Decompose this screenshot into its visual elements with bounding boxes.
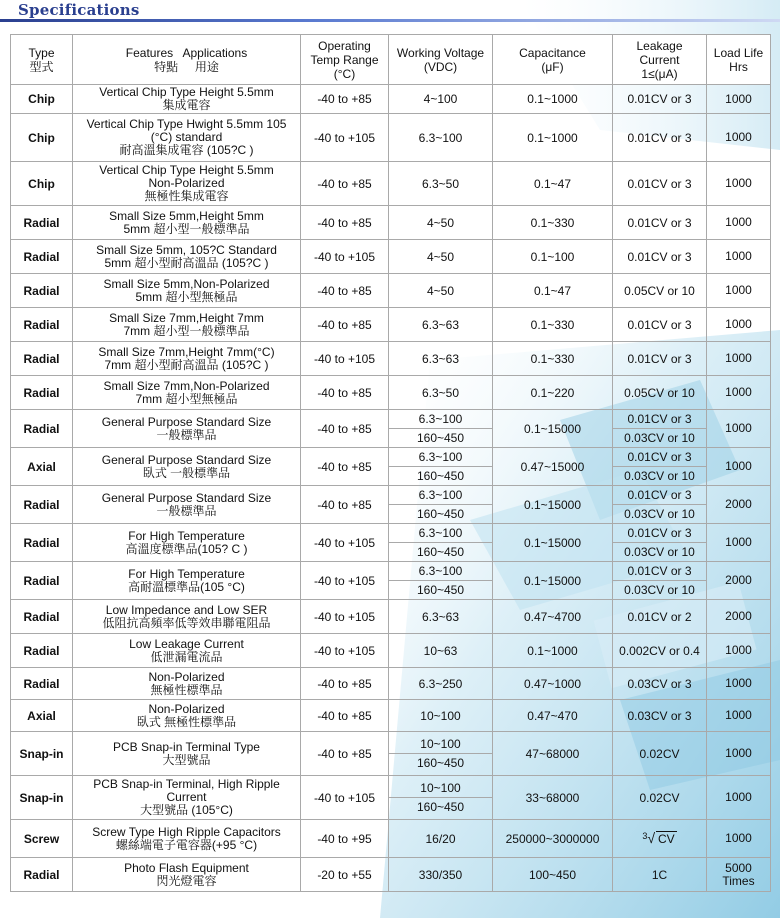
- type-cell: Radial: [11, 486, 73, 524]
- capacitance-cell: 33~68000: [493, 776, 613, 820]
- voltage-value: 10~100: [389, 735, 492, 754]
- capacitance-cell: 0.1~15000: [493, 524, 613, 562]
- load-life-cell: 1000: [707, 85, 771, 114]
- type-cell: Radial: [11, 562, 73, 600]
- feature-line: Small Size 5mm, 105?C Standard: [96, 242, 277, 257]
- leakage-cell: [613, 486, 707, 524]
- voltage-cell: 4~50: [389, 240, 493, 274]
- feature-line: Small Size 7mm,Height 7mm: [109, 310, 264, 325]
- feature-line: General Purpose Standard Size: [101, 452, 272, 467]
- voltage-cell: 6.3~63: [389, 600, 493, 634]
- feature-line: Small Size 7mm,Height 7mm(°C): [98, 344, 275, 359]
- specifications-table: [10, 34, 771, 892]
- features-cell: [73, 820, 301, 858]
- table-row: [11, 162, 771, 206]
- load-life-cell: 1000: [707, 114, 771, 162]
- features-cell: [73, 486, 301, 524]
- voltage-cell: [389, 524, 493, 562]
- load-life-cell: 1000: [707, 732, 771, 776]
- feature-line: 無極性標準品: [150, 682, 223, 697]
- type-cell: Radial: [11, 376, 73, 410]
- temp-range-cell: -40 to +85: [301, 668, 389, 700]
- leakage-cell: 0.02CV: [613, 732, 707, 776]
- leakage-cell: 0.01CV or 3: [613, 206, 707, 240]
- type-cell: Chip: [11, 85, 73, 114]
- type-cell: Chip: [11, 114, 73, 162]
- table-row: [11, 776, 771, 820]
- table-row: [11, 85, 771, 114]
- header-load-life: Load Life Hrs: [707, 35, 771, 85]
- header-voltage: Working Voltage (VDC): [389, 35, 493, 85]
- feature-line: 5mm 超小型一般標準品: [123, 221, 250, 236]
- capacitance-cell: 0.1~330: [493, 342, 613, 376]
- load-life-cell: 1000: [707, 668, 771, 700]
- voltage-cell: 6.3~50: [389, 376, 493, 410]
- feature-line: Vertical Chip Type Height 5.5mm: [99, 85, 274, 99]
- table-row: [11, 820, 771, 858]
- table-row: [11, 600, 771, 634]
- features-cell: [73, 700, 301, 732]
- leakage-value: 0.03CV or 10: [624, 507, 695, 521]
- capacitance-cell: 0.1~15000: [493, 410, 613, 448]
- type-cell: Screw: [11, 820, 73, 858]
- load-life-cell: 1000: [707, 376, 771, 410]
- feature-line: (°C) standard: [150, 130, 223, 144]
- table-row: [11, 486, 771, 524]
- feature-line: Small Size 5mm,Height 5mm: [109, 208, 264, 223]
- leakage-value: 0.03CV or 10: [624, 431, 695, 445]
- voltage-cell: 6.3~63: [389, 342, 493, 376]
- leakage-cell: 0.03CV or 3: [613, 700, 707, 732]
- temp-range-cell: -40 to +85: [301, 308, 389, 342]
- voltage-value: 6.3~100: [389, 410, 492, 429]
- table-row: [11, 448, 771, 486]
- voltage-cell: [389, 448, 493, 486]
- type-cell: Axial: [11, 448, 73, 486]
- leakage-value: 0.03CV or 10: [624, 545, 695, 559]
- capacitance-cell: 0.1~220: [493, 376, 613, 410]
- leakage-value: 0.03CV or 10: [624, 469, 695, 483]
- radical-sign-icon: √: [647, 830, 656, 846]
- table-row: [11, 858, 771, 892]
- features-cell: [73, 240, 301, 274]
- type-cell: Axial: [11, 700, 73, 732]
- feature-line: For High Temperature: [128, 528, 245, 543]
- page-header: [0, 0, 780, 28]
- feature-line: Small Size 5mm,Non-Polarized: [103, 276, 270, 291]
- leakage-cell: 0.01CV or 3: [613, 240, 707, 274]
- temp-range-cell: -40 to +105: [301, 342, 389, 376]
- features-cell: [73, 448, 301, 486]
- voltage-cell: [389, 410, 493, 448]
- feature-line: 7mm 超小型耐高溫品 (105?C ): [104, 357, 269, 372]
- temp-range-cell: -40 to +105: [301, 524, 389, 562]
- table-row: [11, 114, 771, 162]
- voltage-cell: 4~50: [389, 206, 493, 240]
- load-life-cell: 1000: [707, 274, 771, 308]
- leakage-cell: [613, 820, 707, 858]
- feature-line: 低泄漏電流品: [150, 649, 223, 664]
- features-cell: [73, 342, 301, 376]
- voltage-value: 6.3~100: [389, 524, 492, 543]
- voltage-value: 160~450: [416, 800, 465, 814]
- capacitance-cell: 0.1~15000: [493, 562, 613, 600]
- leakage-value: 0.01CV or 3: [613, 486, 706, 505]
- feature-line: Non-Polarized: [148, 669, 225, 684]
- load-life-cell: 2000: [707, 600, 771, 634]
- feature-line: Current: [166, 790, 207, 804]
- capacitance-cell: 0.1~1000: [493, 634, 613, 668]
- voltage-value: 160~450: [416, 431, 465, 445]
- table-body: [11, 85, 771, 892]
- header-capacitance: Capacitance (μF): [493, 35, 613, 85]
- voltage-cell: 10~63: [389, 634, 493, 668]
- table-row: [11, 700, 771, 732]
- type-cell: Snap-in: [11, 776, 73, 820]
- features-cell: [73, 668, 301, 700]
- feature-line: 臥式 無極性標準品: [136, 714, 237, 729]
- header-type: Type 型式: [11, 35, 73, 85]
- voltage-cell: [389, 732, 493, 776]
- leakage-cell: 0.01CV or 3: [613, 85, 707, 114]
- leakage-cell: 0.01CV or 2: [613, 600, 707, 634]
- voltage-cell: 6.3~250: [389, 668, 493, 700]
- capacitance-cell: 0.47~1000: [493, 668, 613, 700]
- temp-range-cell: -40 to +105: [301, 776, 389, 820]
- table-row: [11, 668, 771, 700]
- feature-line: General Purpose Standard Size: [101, 490, 272, 505]
- capacitance-cell: 0.1~1000: [493, 85, 613, 114]
- capacitance-cell: 0.1~330: [493, 206, 613, 240]
- table-row: [11, 732, 771, 776]
- title-rule: [0, 19, 780, 22]
- capacitance-cell: 0.47~470: [493, 700, 613, 732]
- header-features: Features Applications 特點 用途: [73, 35, 301, 85]
- temp-range-cell: -20 to +55: [301, 858, 389, 892]
- type-cell: Radial: [11, 858, 73, 892]
- leakage-value: 0.03CV or 10: [624, 583, 695, 597]
- voltage-value: 160~450: [416, 756, 465, 770]
- load-life-cell: 2000: [707, 486, 771, 524]
- feature-line: 低阻抗高頻率低等效串聯電阻品: [102, 615, 271, 630]
- header-row: [11, 35, 771, 85]
- leakage-cell: [613, 524, 707, 562]
- temp-range-cell: -40 to +85: [301, 700, 389, 732]
- feature-line: General Purpose Standard Size: [101, 414, 272, 429]
- capacitance-cell: 0.1~15000: [493, 486, 613, 524]
- voltage-value: 160~450: [416, 507, 465, 521]
- temp-range-cell: -40 to +85: [301, 486, 389, 524]
- leakage-cell: [613, 562, 707, 600]
- load-life-cell: 1000: [707, 162, 771, 206]
- type-cell: Radial: [11, 634, 73, 668]
- feature-line: 閃光燈電容: [156, 873, 217, 888]
- type-cell: Radial: [11, 668, 73, 700]
- capacitance-cell: 0.1~1000: [493, 114, 613, 162]
- feature-line: 集成電容: [162, 98, 211, 112]
- leakage-value: 0.01CV or 3: [613, 448, 706, 467]
- voltage-cell: [389, 776, 493, 820]
- table-row: [11, 376, 771, 410]
- load-life-cell: 1000: [707, 820, 771, 858]
- feature-line: 高耐溫標準品(105 °C): [128, 579, 245, 594]
- temp-range-cell: -40 to +85: [301, 448, 389, 486]
- type-cell: Radial: [11, 308, 73, 342]
- load-life-cell: 1000: [707, 342, 771, 376]
- table-row: [11, 342, 771, 376]
- type-cell: Radial: [11, 240, 73, 274]
- leakage-cell: 0.01CV or 3: [613, 342, 707, 376]
- feature-line: 7mm 超小型無極品: [135, 391, 238, 406]
- leakage-cell: 0.01CV or 3: [613, 308, 707, 342]
- feature-line: 臥式 一般標準品: [142, 465, 231, 480]
- type-cell: Snap-in: [11, 732, 73, 776]
- load-life-cell: 1000: [707, 448, 771, 486]
- load-life-cell: 1000: [707, 308, 771, 342]
- features-cell: [73, 410, 301, 448]
- capacitance-cell: 100~450: [493, 858, 613, 892]
- table-row: [11, 410, 771, 448]
- voltage-value: 6.3~100: [389, 486, 492, 505]
- voltage-cell: 4~100: [389, 85, 493, 114]
- capacitance-cell: 0.47~15000: [493, 448, 613, 486]
- feature-line: Low Impedance and Low SER: [105, 602, 268, 617]
- feature-line: 7mm 超小型一般標準品: [123, 323, 250, 338]
- voltage-cell: 6.3~63: [389, 308, 493, 342]
- capacitance-cell: 250000~3000000: [493, 820, 613, 858]
- feature-line: PCB Snap-in Terminal, High Ripple: [93, 777, 280, 791]
- features-cell: [73, 162, 301, 206]
- voltage-value: 160~450: [416, 583, 465, 597]
- voltage-cell: [389, 486, 493, 524]
- feature-line: 高溫度標準品(105? C ): [125, 541, 248, 556]
- leakage-cell: [613, 410, 707, 448]
- voltage-cell: 4~50: [389, 274, 493, 308]
- feature-line: Vertical Chip Type Hwight 5.5mm 105: [86, 117, 287, 131]
- leakage-cell: 1C: [613, 858, 707, 892]
- features-cell: [73, 308, 301, 342]
- feature-line: 5mm 超小型無極品: [135, 289, 238, 304]
- features-cell: [73, 524, 301, 562]
- temp-range-cell: -40 to +85: [301, 376, 389, 410]
- leakage-value: 0.01CV or 3: [613, 562, 706, 581]
- type-cell: Radial: [11, 410, 73, 448]
- leakage-cell: 0.03CV or 3: [613, 668, 707, 700]
- type-cell: Radial: [11, 600, 73, 634]
- temp-range-cell: -40 to +85: [301, 206, 389, 240]
- load-life-cell: 2000: [707, 562, 771, 600]
- voltage-cell: 6.3~100: [389, 114, 493, 162]
- temp-range-cell: -40 to +85: [301, 85, 389, 114]
- type-cell: Radial: [11, 274, 73, 308]
- leakage-cell: 0.01CV or 3: [613, 162, 707, 206]
- feature-line: 無極性集成電容: [144, 189, 229, 203]
- radicand: CV: [658, 832, 675, 846]
- feature-line: Photo Flash Equipment: [124, 860, 249, 875]
- features-cell: [73, 858, 301, 892]
- voltage-value: 160~450: [416, 545, 465, 559]
- features-cell: [73, 206, 301, 240]
- temp-range-cell: -40 to +105: [301, 600, 389, 634]
- load-life-cell: 1000: [707, 700, 771, 732]
- feature-line: Low Leakage Current: [129, 636, 244, 651]
- features-cell: [73, 376, 301, 410]
- temp-range-cell: -40 to +105: [301, 114, 389, 162]
- feature-line: Vertical Chip Type Height 5.5mm: [99, 163, 274, 177]
- table-row: [11, 274, 771, 308]
- table-row: [11, 562, 771, 600]
- type-cell: Radial: [11, 342, 73, 376]
- voltage-value: 6.3~100: [389, 448, 492, 467]
- leakage-cell: 0.01CV or 3: [613, 114, 707, 162]
- temp-range-cell: -40 to +105: [301, 562, 389, 600]
- temp-range-cell: -40 to +95: [301, 820, 389, 858]
- voltage-value: 6.3~100: [389, 562, 492, 581]
- voltage-value: 10~100: [389, 779, 492, 798]
- temp-range-cell: -40 to +85: [301, 732, 389, 776]
- features-cell: [73, 732, 301, 776]
- feature-line: 耐高溫集成電容 (105?C ): [119, 143, 254, 157]
- table-row: [11, 308, 771, 342]
- feature-line: 5mm 超小型耐高溫品 (105?C ): [104, 255, 269, 270]
- cube-root-index: 3: [642, 831, 648, 841]
- features-cell: [73, 562, 301, 600]
- capacitance-cell: 0.1~100: [493, 240, 613, 274]
- voltage-cell: 16/20: [389, 820, 493, 858]
- type-cell: Radial: [11, 524, 73, 562]
- capacitance-cell: 0.1~47: [493, 162, 613, 206]
- leakage-cell: 0.002CV or 0.4: [613, 634, 707, 668]
- feature-line: 大型號品 (105°C): [140, 803, 233, 817]
- temp-range-cell: -40 to +105: [301, 240, 389, 274]
- feature-line: Non-Polarized: [148, 176, 225, 190]
- temp-range-cell: -40 to +105: [301, 634, 389, 668]
- voltage-cell: [389, 562, 493, 600]
- voltage-cell: 6.3~50: [389, 162, 493, 206]
- load-life-cell: 1000: [707, 634, 771, 668]
- feature-line: 一般標準品: [156, 427, 217, 442]
- leakage-cell: 0.05CV or 10: [613, 274, 707, 308]
- feature-line: For High Temperature: [128, 566, 245, 581]
- load-life-cell: 5000 Times: [707, 858, 771, 892]
- capacitance-cell: 47~68000: [493, 732, 613, 776]
- leakage-cell: 0.02CV: [613, 776, 707, 820]
- features-cell: [73, 634, 301, 668]
- header-leakage: Leakage Current 1≤(μA): [613, 35, 707, 85]
- features-cell: [73, 114, 301, 162]
- leakage-value: 0.01CV or 3: [613, 410, 706, 429]
- feature-line: Non-Polarized: [148, 701, 225, 716]
- feature-line: PCB Snap-in Terminal Type: [113, 739, 260, 754]
- features-cell: [73, 776, 301, 820]
- load-life-cell: 1000: [707, 776, 771, 820]
- table-row: [11, 206, 771, 240]
- capacitance-cell: 0.47~4700: [493, 600, 613, 634]
- leakage-cell: 0.05CV or 10: [613, 376, 707, 410]
- capacitance-cell: 0.1~330: [493, 308, 613, 342]
- leakage-value: 0.01CV or 3: [613, 524, 706, 543]
- feature-line: Screw Type High Ripple Capacitors: [92, 824, 281, 839]
- voltage-value: 160~450: [416, 469, 465, 483]
- temp-range-cell: -40 to +85: [301, 162, 389, 206]
- feature-line: 螺絲端電子電容器(+95 °C): [115, 837, 258, 852]
- features-cell: [73, 274, 301, 308]
- voltage-cell: 10~100: [389, 700, 493, 732]
- load-life-cell: 1000: [707, 206, 771, 240]
- temp-range-cell: -40 to +85: [301, 410, 389, 448]
- features-cell: [73, 600, 301, 634]
- feature-line: Small Size 7mm,Non-Polarized: [103, 378, 270, 393]
- leakage-cell: [613, 448, 707, 486]
- load-life-cell: 1000: [707, 240, 771, 274]
- features-cell: [73, 85, 301, 114]
- capacitance-cell: 0.1~47: [493, 274, 613, 308]
- feature-line: 一般標準品: [156, 503, 217, 518]
- table-row: [11, 634, 771, 668]
- temp-range-cell: -40 to +85: [301, 274, 389, 308]
- load-life-cell: 1000: [707, 410, 771, 448]
- table-row: [11, 524, 771, 562]
- page-title: Specifications: [18, 1, 140, 19]
- feature-line: 大型號品: [162, 752, 211, 767]
- type-cell: Chip: [11, 162, 73, 206]
- load-life-cell: 1000: [707, 524, 771, 562]
- type-cell: Radial: [11, 206, 73, 240]
- table-row: [11, 240, 771, 274]
- voltage-cell: 330/350: [389, 858, 493, 892]
- header-temp: Operating Temp Range (°C): [301, 35, 389, 85]
